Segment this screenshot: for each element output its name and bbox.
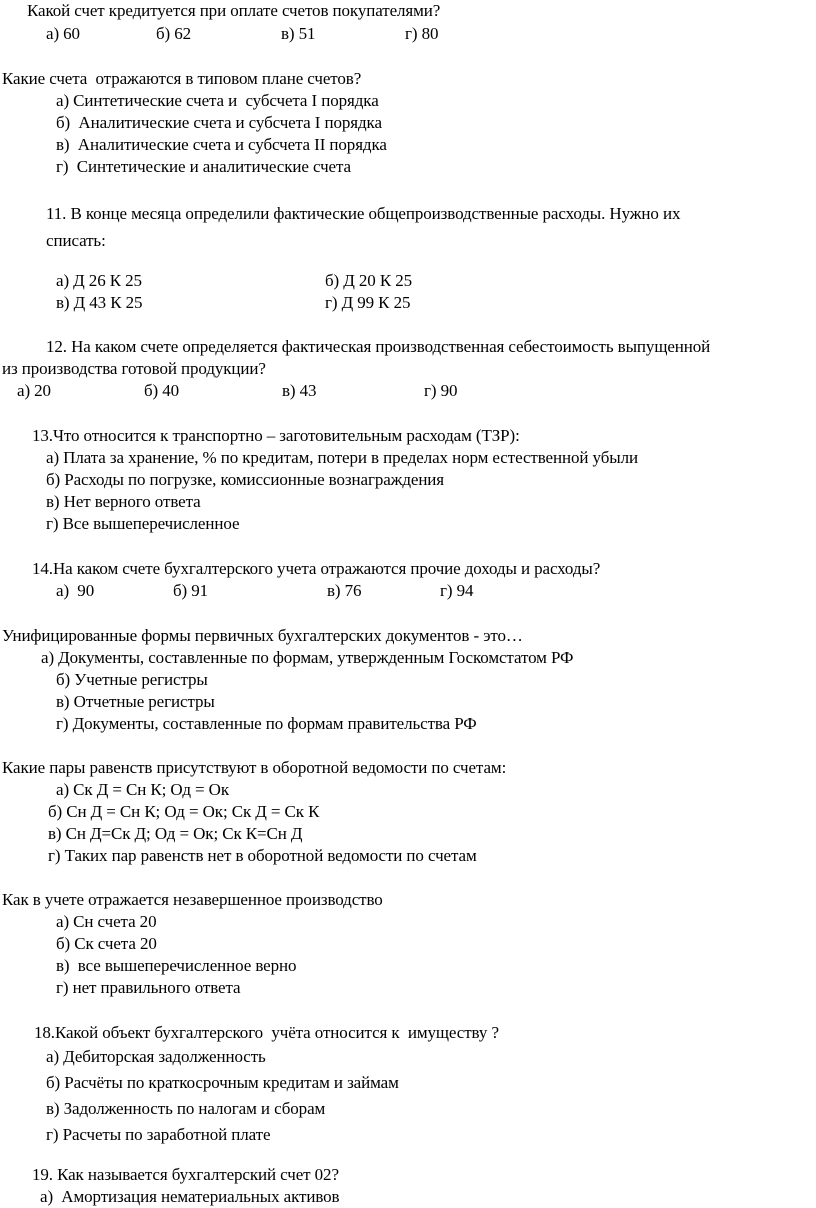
answer-option: г) 90 — [424, 381, 458, 400]
answer-option: а) Амортизация нематериальных активов — [40, 1187, 340, 1206]
question-text: Какие счета отражаются в типовом плане счетов? — [2, 69, 362, 88]
answer-option: б) Расходы по погрузке, комиссионные вознаграждения — [46, 470, 445, 489]
answer-option: г) нет правильного ответа — [56, 978, 241, 997]
question-text: 18.Какой объект бухгалтерского учёта относится к имуществу ? — [34, 1023, 499, 1042]
answer-option: б) Аналитические счета и субсчета I порядка — [56, 113, 382, 132]
question-text: 19. Как называется бухгалтерский счет 02? — [32, 1165, 339, 1184]
answer-option: а) Ск Д = Сн К; Од = Ок — [56, 780, 230, 799]
answer-option: г) Д 99 К 25 — [325, 293, 411, 312]
answer-option: а) Д 26 К 25 — [56, 271, 142, 290]
answer-option: г) Все вышеперечисленное — [46, 514, 240, 533]
answer-option: в) 76 — [327, 581, 362, 600]
answer-option: б) 40 — [144, 381, 180, 400]
answer-option: в) 51 — [281, 24, 316, 43]
answer-option: г) Синтетические и аналитические счета — [56, 157, 351, 176]
answer-option: б) 62 — [156, 24, 192, 43]
answer-option: а) Сн счета 20 — [56, 912, 157, 931]
question-text: Какие пары равенств присутствуют в оборотной ведомости по счетам: — [2, 758, 507, 777]
question-text: 11. В конце месяца определили фактические общепроизводственные расходы. Нужно их — [46, 204, 681, 223]
answer-option: г) Таких пар равенств нет в оборотной ведомости по счетам — [48, 846, 477, 865]
answer-option: б) Сн Д = Сн К; Од = Ок; Ск Д = Ск К — [48, 802, 320, 821]
answer-option: б) Расчёты по краткосрочным кредитам и займам — [46, 1073, 399, 1092]
answer-option: г) Расчеты по заработной плате — [46, 1125, 271, 1144]
answer-option: а) 60 — [46, 24, 80, 43]
answer-option: б) Учетные регистры — [56, 670, 208, 689]
answer-option: в) 43 — [282, 381, 317, 400]
question-text: Как в учете отражается незавершенное производство — [2, 890, 383, 909]
answer-option: в) Д 43 К 25 — [56, 293, 143, 312]
answer-option: а) 90 — [56, 581, 95, 600]
answer-option: а) Синтетические счета и субсчета I порядка — [56, 91, 379, 110]
answer-option: в) Сн Д=Ск Д; Од = Ок; Ск К=Сн Д — [48, 824, 303, 843]
answer-option: б) Ск счета 20 — [56, 934, 157, 953]
answer-option: а) Дебиторская задолженность — [46, 1047, 266, 1066]
answer-option: в) все вышеперечисленное верно — [56, 956, 297, 975]
question-text: Унифицированные формы первичных бухгалтерских документов - это… — [2, 626, 523, 645]
answer-option: в) Аналитические счета и субсчета II порядка — [56, 135, 387, 154]
answer-option: г) 94 — [440, 581, 474, 600]
question-text: 14.На каком счете бухгалтерского учета отражаются прочие доходы и расходы? — [32, 559, 601, 578]
answer-option: в) Отчетные регистры — [56, 692, 215, 711]
question-text-continued: из производства готовой продукции? — [2, 359, 266, 378]
question-text: 13.Что относится к транспортно – заготовительным расходам (ТЗР): — [32, 426, 520, 445]
question-text-continued: списать: — [46, 231, 106, 250]
answer-option: г) 80 — [405, 24, 439, 43]
question-text: Какой счет кредитуется при оплате счетов покупателями? — [27, 1, 441, 20]
answer-option: б) Д 20 К 25 — [325, 271, 413, 290]
question-text: 12. На каком счете определяется фактическая производственная себестоимость выпущенной — [46, 337, 711, 356]
answer-option: в) Задолженность по налогам и сборам — [46, 1099, 326, 1118]
answer-option: а) Плата за хранение, % по кредитам, потери в пределах норм естественной убыли — [46, 448, 638, 467]
answer-option: г) Документы, составленные по формам правительства РФ — [56, 714, 477, 733]
answer-option: а) Документы, составленные по формам, утвержденным Госкомстатом РФ — [41, 648, 574, 667]
answer-option: б) 91 — [173, 581, 209, 600]
answer-option: а) 20 — [17, 381, 51, 400]
answer-option: в) Нет верного ответа — [46, 492, 201, 511]
